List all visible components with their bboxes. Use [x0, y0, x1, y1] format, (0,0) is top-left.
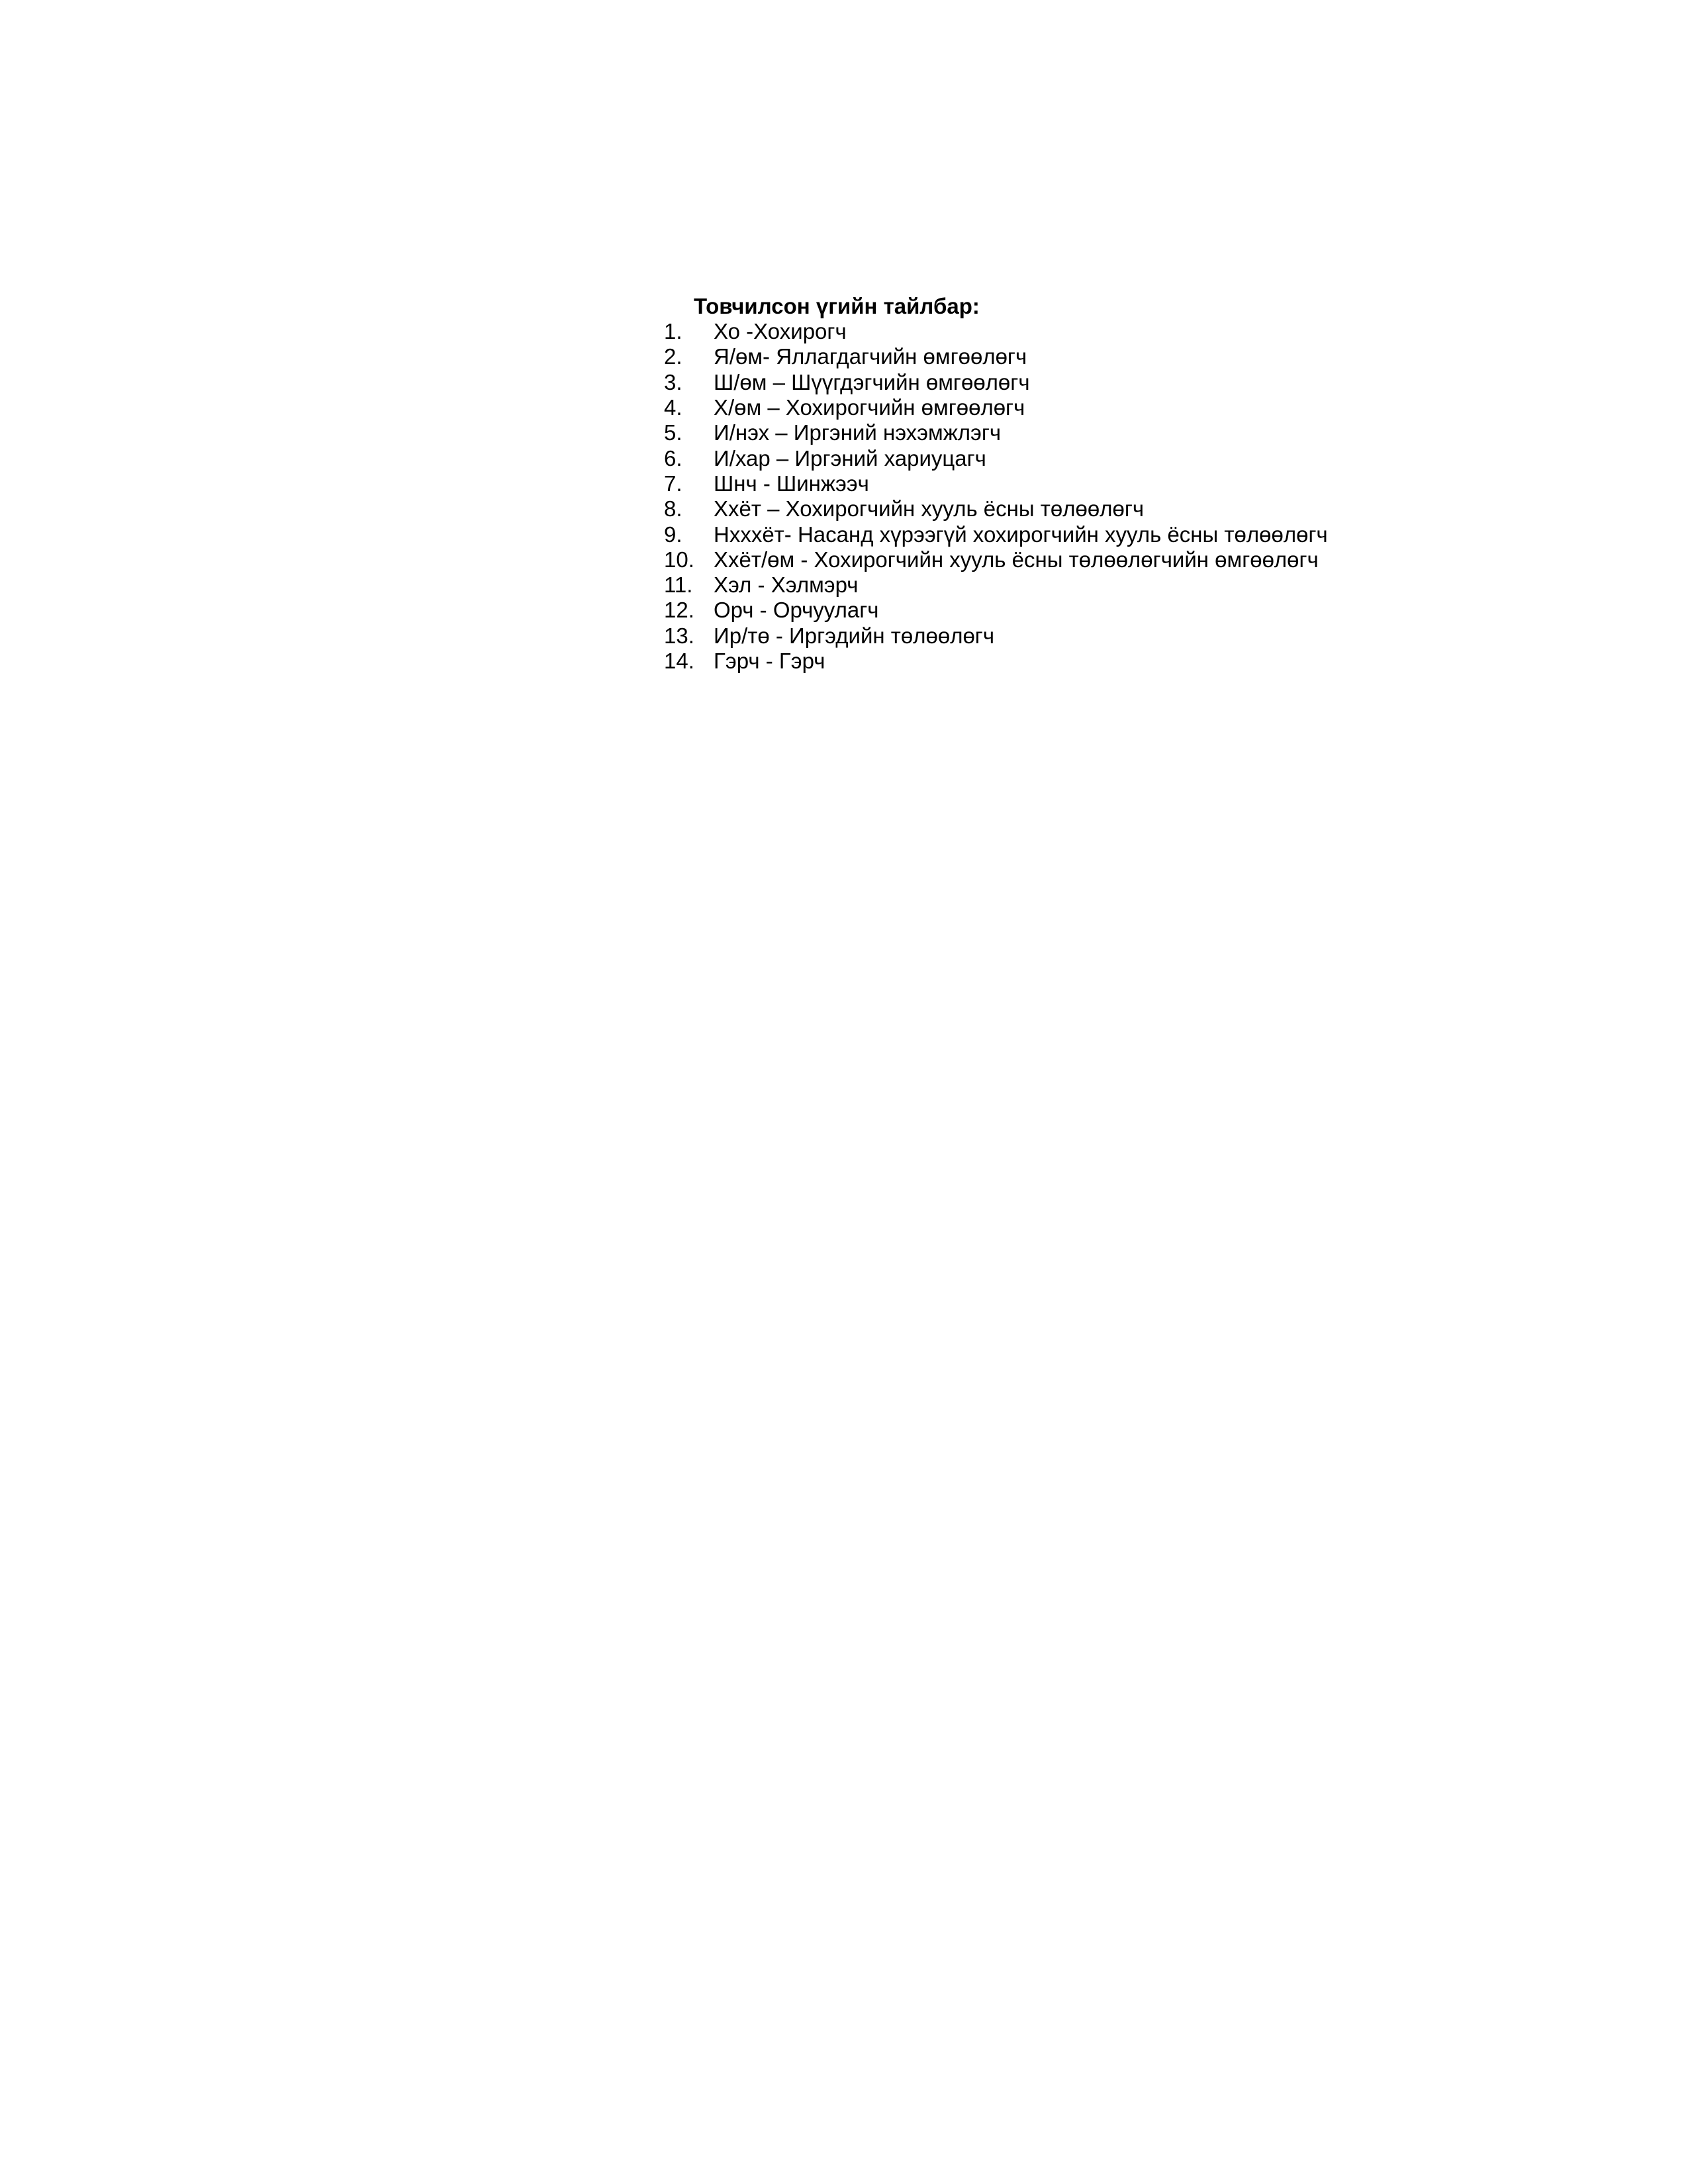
item-number: 1. — [664, 319, 682, 344]
item-text: Я/өм- Яллагдагчийн өмгөөлөгч — [714, 344, 1027, 369]
item-number: 10. — [664, 547, 694, 572]
list-item — [664, 471, 1328, 496]
item-text: Ххёт – Хохирогчийн хууль ёсны төлөөлөгч — [714, 496, 1145, 522]
item-number: 9. — [664, 522, 682, 547]
item-number: 8. — [664, 496, 682, 522]
list-item — [664, 623, 1328, 649]
item-text: Ир/тө - Иргэдийн төлөөлөгч — [714, 623, 995, 648]
item-text: И/нэх – Иргэний нэхэмжлэгч — [714, 420, 1002, 445]
item-number: 13. — [664, 623, 694, 648]
item-text: Хэл - Хэлмэрч — [714, 572, 859, 598]
list-item — [664, 572, 1328, 598]
item-number: 6. — [664, 445, 682, 471]
item-number: 7. — [664, 471, 682, 496]
item-number: 3. — [664, 369, 682, 394]
item-number: 12. — [664, 598, 694, 623]
list-item — [664, 344, 1328, 369]
item-text: Гэрч - Гэрч — [714, 649, 825, 673]
item-text: И/хар – Иргэний хариуцагч — [714, 445, 986, 471]
item-text: Х/өм – Хохирогчийн өмгөөлөгч — [714, 395, 1025, 420]
list-item — [664, 420, 1328, 445]
list-item — [664, 445, 1328, 471]
item-text: Орч - Орчуулагч — [714, 598, 879, 623]
item-text: Ш/өм – Шүүгдэгчийн өмгөөлөгч — [714, 369, 1030, 394]
legend-title: Товчилсон үгийн тайлбар: — [694, 294, 980, 318]
list-item — [664, 370, 1328, 395]
item-number: 2. — [664, 344, 682, 369]
item-text: Хо -Хохирогч — [714, 319, 847, 344]
item-number: 4. — [664, 395, 682, 420]
item-text: Шнч - Шинжээч — [714, 471, 869, 496]
list-item — [664, 395, 1328, 420]
item-number: 5. — [664, 420, 682, 445]
item-number: 14. — [664, 649, 694, 673]
list-item — [664, 649, 1328, 674]
item-text: Нхххёт- Насанд хүрээгүй хохирогчийн хууль ёсны төлөөлөгч — [714, 522, 1328, 547]
list-item — [664, 598, 1328, 623]
legend-list — [664, 319, 1328, 674]
item-text: Ххёт/өм - Хохирогчийн хууль ёсны төлөөлөгчийн өмгөөлөгч — [714, 547, 1319, 572]
list-item — [664, 547, 1328, 572]
list-item — [664, 522, 1328, 547]
list-item — [664, 319, 1328, 344]
list-item — [664, 496, 1328, 522]
item-number: 11. — [664, 572, 693, 598]
